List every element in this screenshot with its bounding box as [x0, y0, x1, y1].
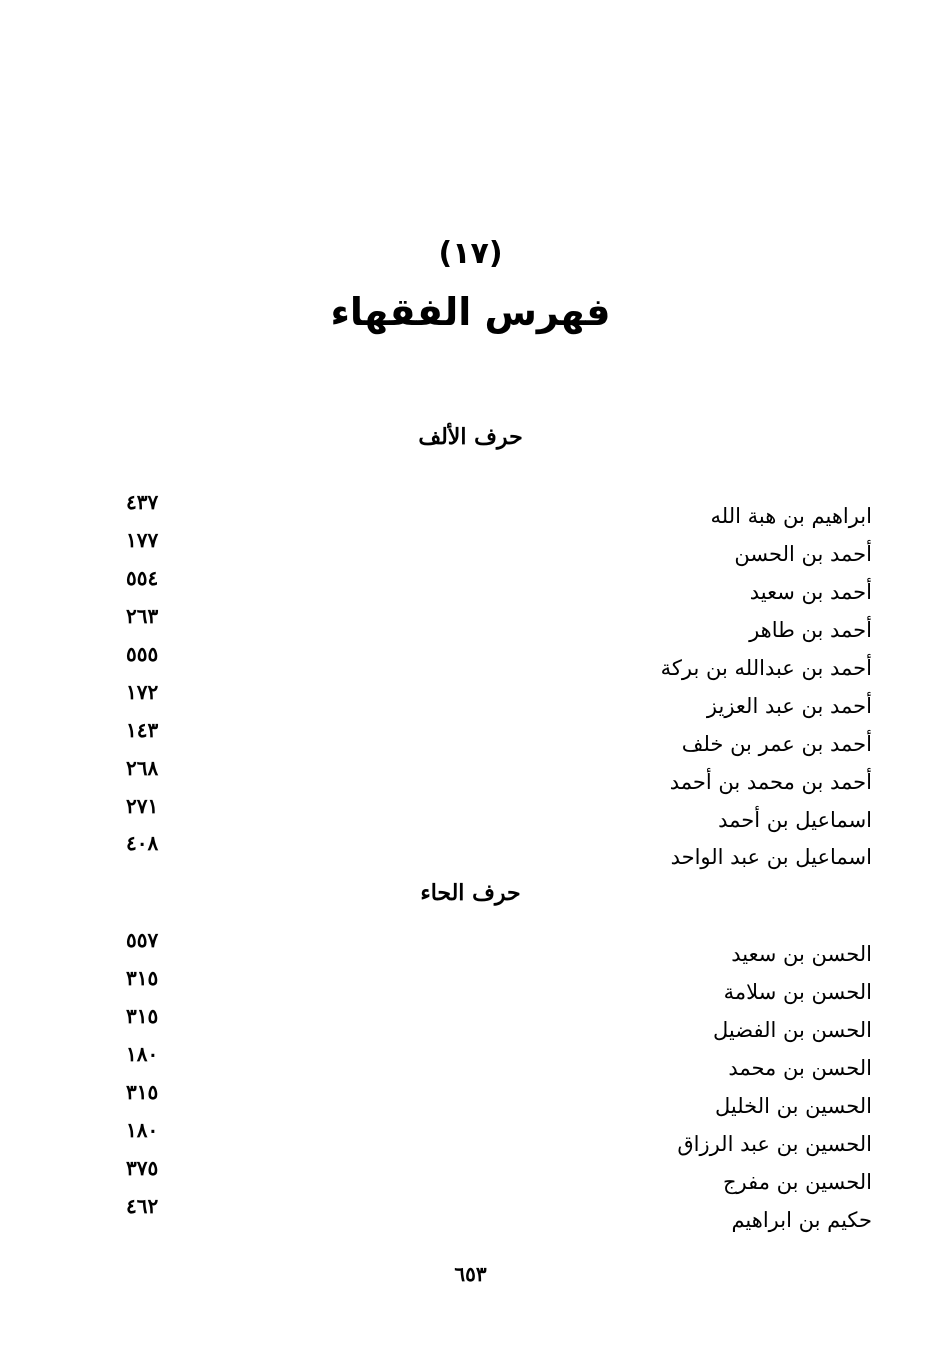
- list-item: [120, 604, 872, 642]
- page-title: فهرس الفقهاء: [330, 290, 611, 334]
- entry-page-number: ٣١٥: [126, 966, 159, 990]
- entry-page-number: ٢٦٨: [126, 756, 159, 780]
- entry-name: أحمد بن عبد العزيز: [706, 694, 872, 718]
- list-item: [120, 490, 872, 528]
- entry-name: الحسين بن الخليل: [714, 1094, 872, 1118]
- entry-name: الحسن بن محمد: [728, 1056, 872, 1080]
- list-item: [120, 794, 872, 832]
- list-item: [120, 1118, 872, 1156]
- entry-page-number: ٢٧١: [126, 794, 159, 818]
- entry-name: أحمد بن سعيد: [749, 580, 872, 604]
- entry-page-number: ١٨٠: [126, 1042, 159, 1066]
- entry-name: الحسين بن عبد الرزاق: [677, 1132, 872, 1156]
- list-item: [120, 528, 872, 566]
- entry-name: أحمد بن عبدالله بن بركة: [660, 656, 872, 680]
- entry-page-number: ١٨٠: [126, 1118, 159, 1142]
- entry-name: أحمد بن محمد بن أحمد: [669, 770, 872, 794]
- list-item: [120, 680, 872, 718]
- entry-name: حكيم بن ابراهيم: [731, 1208, 872, 1232]
- entry-page-number: ٣١٥: [126, 1004, 159, 1028]
- list-item: [120, 718, 872, 756]
- list-item: [120, 928, 872, 966]
- entry-name: أحمد بن طاهر: [749, 618, 872, 642]
- entry-name: الحسن بن سلامة: [723, 980, 872, 1004]
- list-item: [120, 1156, 872, 1194]
- entry-page-number: ١٧٧: [126, 528, 159, 552]
- entry-name: الحسين بن مفرج: [722, 1170, 872, 1194]
- entry-page-number: ٥٥٥: [126, 642, 159, 666]
- page-number: ٦٥٣: [454, 1262, 487, 1286]
- list-item: [120, 1004, 872, 1042]
- list-item: [120, 1194, 872, 1232]
- list-item: [120, 566, 872, 604]
- section-heading-haa: حرف الحاء: [420, 880, 521, 906]
- list-item: [120, 756, 872, 794]
- list-item: [120, 1080, 872, 1118]
- entry-page-number: ١٧٢: [126, 680, 159, 704]
- list-item: [120, 966, 872, 1004]
- section-heading-alif: حرف الألف: [418, 424, 523, 450]
- list-item: [120, 1042, 872, 1080]
- entry-name: اسماعيل بن عبد الواحد: [670, 845, 872, 869]
- list-item: [120, 642, 872, 680]
- entry-page-number: ٣١٥: [126, 1080, 159, 1104]
- entry-page-number: ٤٦٢: [126, 1194, 159, 1218]
- list-item: [120, 831, 872, 869]
- entry-name: أحمد بن الحسن: [734, 542, 872, 566]
- entry-name: الحسن بن الفضيل: [713, 1018, 872, 1042]
- entry-page-number: ١٤٣: [126, 718, 159, 742]
- entry-page-number: ٤٠٨: [126, 831, 159, 855]
- entry-page-number: ٢٦٣: [126, 604, 159, 628]
- entry-page-number: ٥٥٤: [126, 566, 159, 590]
- entry-page-number: ٥٥٧: [126, 928, 159, 952]
- entry-name: الحسن بن سعيد: [731, 942, 872, 966]
- entry-page-number: ٤٣٧: [126, 490, 159, 514]
- entry-page-number: ٣٧٥: [126, 1156, 159, 1180]
- entry-name: أحمد بن عمر بن خلف: [681, 732, 872, 756]
- chapter-number: (١٧): [438, 236, 503, 271]
- entry-name: ابراهيم بن هبة الله: [710, 504, 872, 528]
- entry-name: اسماعيل بن أحمد: [718, 808, 872, 832]
